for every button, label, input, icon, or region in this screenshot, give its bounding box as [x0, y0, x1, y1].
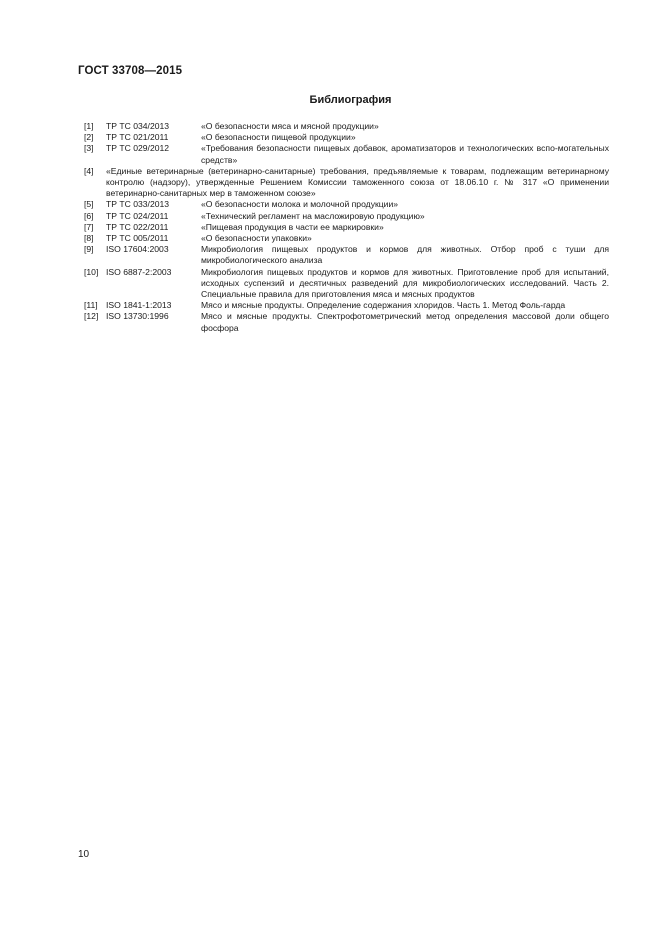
- entry-title: «О безопасности пищевой продукции»: [201, 132, 356, 143]
- entry-title: «Технический регламент на масложировую продукцию»: [201, 210, 425, 221]
- entry-title: «О безопасности упаковки»: [201, 233, 312, 244]
- entry-number: [10]: [84, 266, 99, 277]
- bibliography-entry: [84, 222, 609, 233]
- bibliography-entry: [84, 199, 609, 210]
- entry-title: «Требования безопасности пищевых добавок, ароматизаторов и технологических вспо-могательных средств»: [201, 143, 609, 165]
- entry-number: [9]: [84, 244, 94, 255]
- entry-code: ТР ТС 029/2012: [106, 143, 170, 154]
- entry-title: Микробиология пищевых продуктов и кормов для животных. Отбор проб с туши для микробиологического анализа: [201, 244, 609, 266]
- entry-number: [12]: [84, 311, 99, 322]
- entry-code: ISO 1841-1:2013: [106, 300, 172, 311]
- bibliography-entry: [84, 311, 609, 333]
- bibliography-entry: [84, 233, 609, 244]
- bibliography-entry: [84, 121, 609, 132]
- entry-code: ISO 6887-2:2003: [106, 266, 172, 277]
- bibliography-entry: [84, 300, 609, 311]
- entry-code: ISO 17604:2003: [106, 244, 169, 255]
- bibliography-entry: [84, 244, 609, 266]
- entry-number: [1]: [84, 121, 94, 131]
- section-title: Библиография: [309, 94, 392, 106]
- bibliography-entry: [84, 132, 609, 143]
- bibliography-entry: [84, 267, 609, 301]
- entry-code: ТР ТС 005/2011: [106, 233, 169, 244]
- entry-code: ТР ТС 022/2011: [106, 221, 169, 232]
- entry-number: [2]: [84, 132, 94, 143]
- entry-number: [6]: [84, 210, 94, 221]
- bibliography-entry: [84, 143, 609, 165]
- entry-number: [3]: [84, 143, 94, 154]
- entry-title: «О безопасности мяса и мясной продукции»: [201, 121, 379, 131]
- entry-title: Мясо и мясные продукты. Спектрофотометрический метод определения массовой доли общего фосфора: [201, 311, 609, 333]
- bibliography-list: [84, 121, 609, 334]
- bibliography-entry: [84, 166, 609, 200]
- entry-number: [4]: [84, 165, 94, 176]
- entry-title: «Единые ветеринарные (ветеринарно-санитарные) требования, предъявляемые к товарам, подлежащим ветеринарному контролю (надзору), утвержденные Решением Комиссии таможенного союза от 18.06.10 г. № 317 «О применении ветеринарно-санитарных мер в таможенном союзе»: [106, 165, 609, 199]
- entry-code: ТР ТС 021/2011: [106, 132, 169, 143]
- bibliography-entry: [84, 211, 609, 222]
- entry-code: ISO 13730:1996: [106, 311, 169, 322]
- entry-number: [8]: [84, 233, 94, 244]
- entry-number: [11]: [84, 300, 98, 311]
- entry-title: «Пищевая продукция в части ее маркировки»: [201, 221, 384, 232]
- entry-number: [5]: [84, 199, 94, 210]
- entry-title: «О безопасности молока и молочной продукции»: [201, 199, 399, 210]
- entry-code: ТР ТС 033/2013: [106, 199, 170, 210]
- entry-title: Микробиология пищевых продуктов и кормов для животных. Приготовление проб для испытаний, исходных суспензий и десятичных разведений для микробиологических исследований. Часть 2. Специальные правила для приготовления мяса и мясных продуктов: [201, 266, 609, 300]
- entry-title: Мясо и мясные продукты. Определение содержания хлоридов. Часть 1. Метод Фоль-гарда: [201, 300, 566, 311]
- entry-code: ТР ТС 024/2011: [106, 210, 169, 221]
- entry-code: ТР ТС 034/2013: [106, 121, 170, 131]
- standard-header: ГОСТ 33708—2015: [78, 65, 183, 77]
- entry-number: [7]: [84, 221, 94, 232]
- page-number: 10: [78, 849, 90, 860]
